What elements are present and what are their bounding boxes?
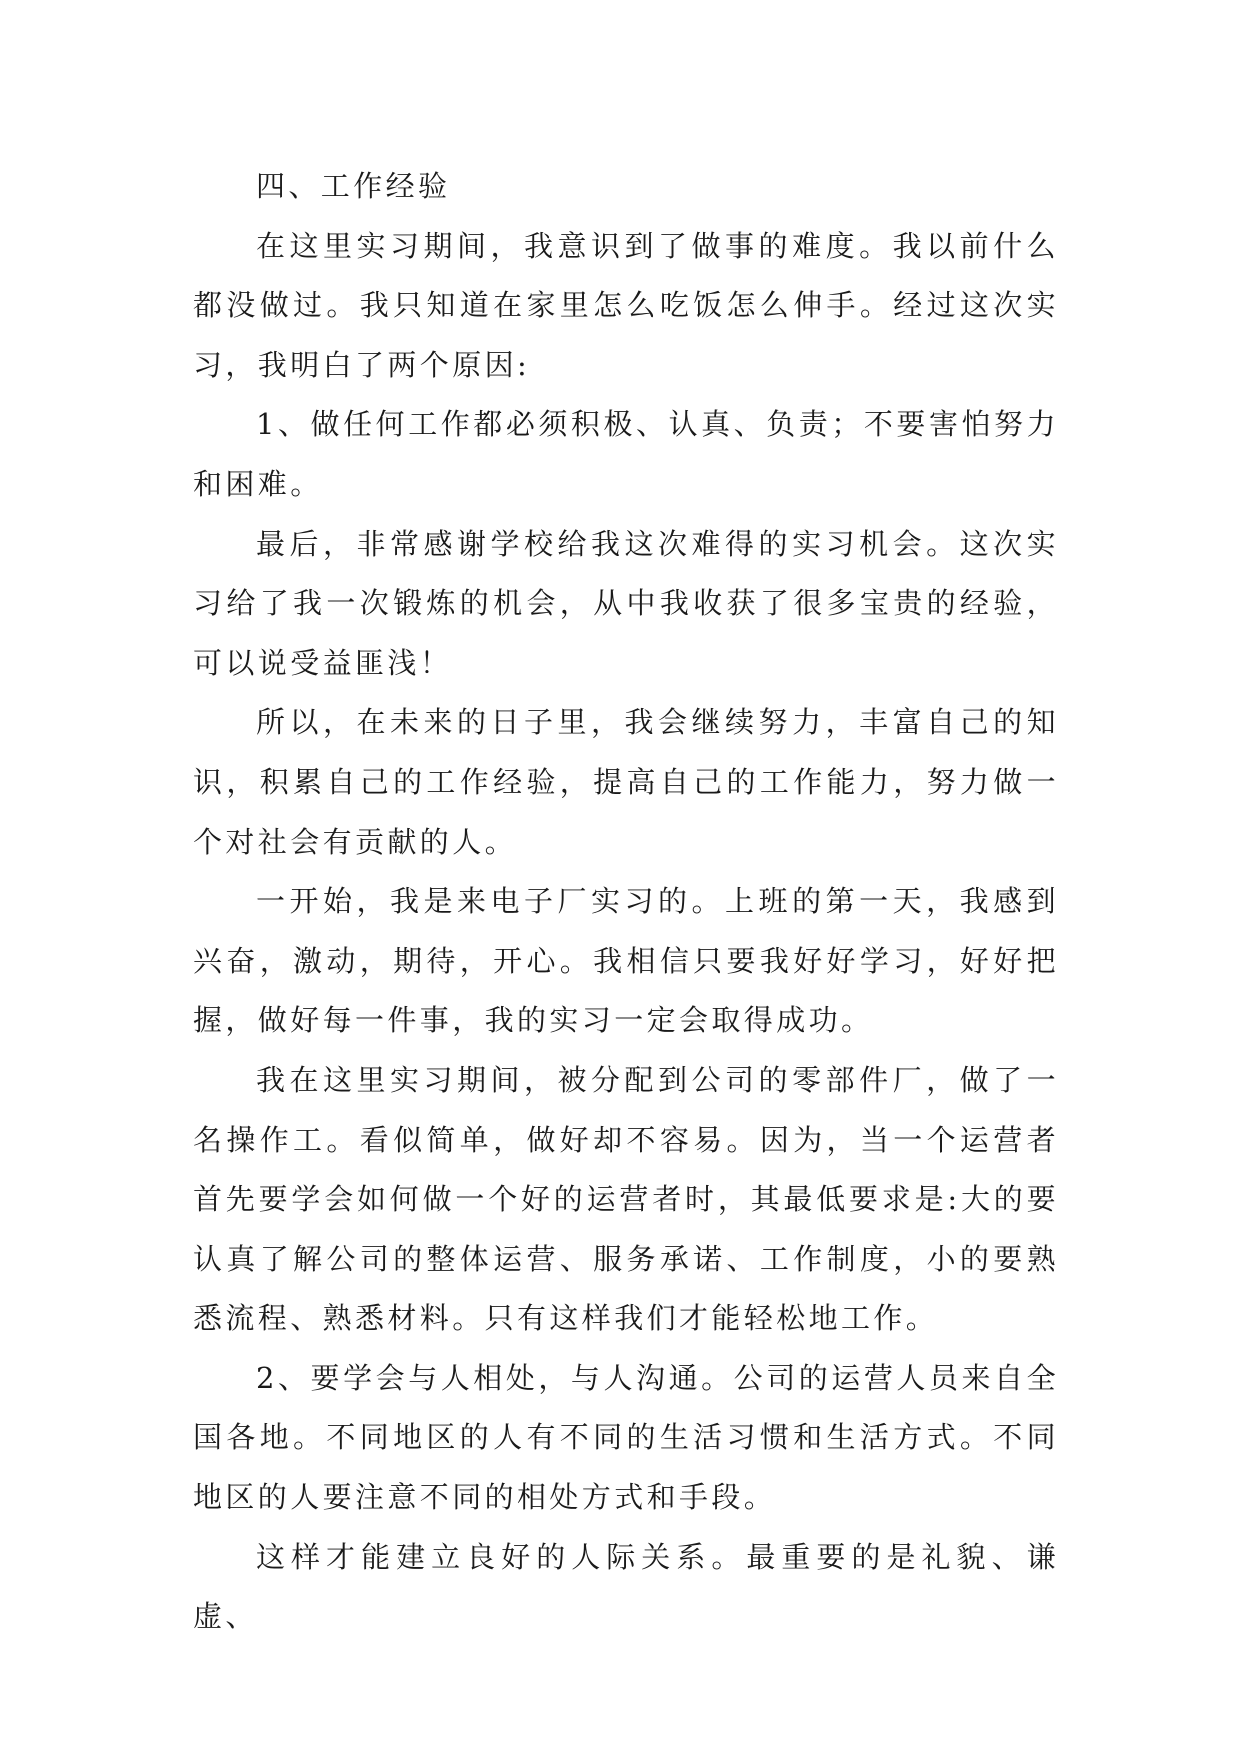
paragraph-1: 在这里实习期间，我意识到了做事的难度。我以前什么都没做过。我只知道在家里怎么吃饭怎么伸手。经过这次实习，我明白了两个原因: [193, 228, 1059, 382]
paragraph-3: 最后，非常感谢学校给我这次难得的实习机会。这次实习给了我一次锻炼的机会，从中我收获了很多宝贵的经验，可以说受益匪浅！ [193, 526, 1059, 680]
paragraph-2: 1、做任何工作都必须积极、认真、负责；不要害怕努力和困难。 [193, 407, 1059, 501]
paragraph-7: 2、要学会与人相处，与人沟通。公司的运营人员来自全国各地。不同地区的人有不同的生活习惯和生活方式。不同地区的人要注意不同的相处方式和手段。 [193, 1360, 1059, 1515]
paragraph-6: 我在这里实习期间，被分配到公司的零部件厂，做了一名操作工。看似简单，做好却不容易。因为，当一个运营者首先要学会如何做一个好的运营者时，其最低要求是:大的要认真了解公司的整体运营、服务承诺、工作制度，小的要熟悉流程、熟悉材料。只有这样我们才能轻松地工作。 [193, 1062, 1059, 1336]
section-heading: 四、工作经验 [256, 169, 451, 203]
document-body [193, 157, 1059, 1647]
paragraph-4: 所以，在未来的日子里，我会继续努力，丰富自己的知识，积累自己的工作经验，提高自己的工作能力，努力做一个对社会有贡献的人。 [193, 705, 1059, 859]
paragraph-8: 这样才能建立良好的人际关系。最重要的是礼貌、谦虚、 [193, 1539, 1059, 1634]
paragraph-5: 一开始，我是来电子厂实习的。上班的第一天，我感到兴奋，激动，期待，开心。我相信只要我好好学习，好好把握，做好每一件事，我的实习一定会取得成功。 [193, 884, 1059, 1038]
